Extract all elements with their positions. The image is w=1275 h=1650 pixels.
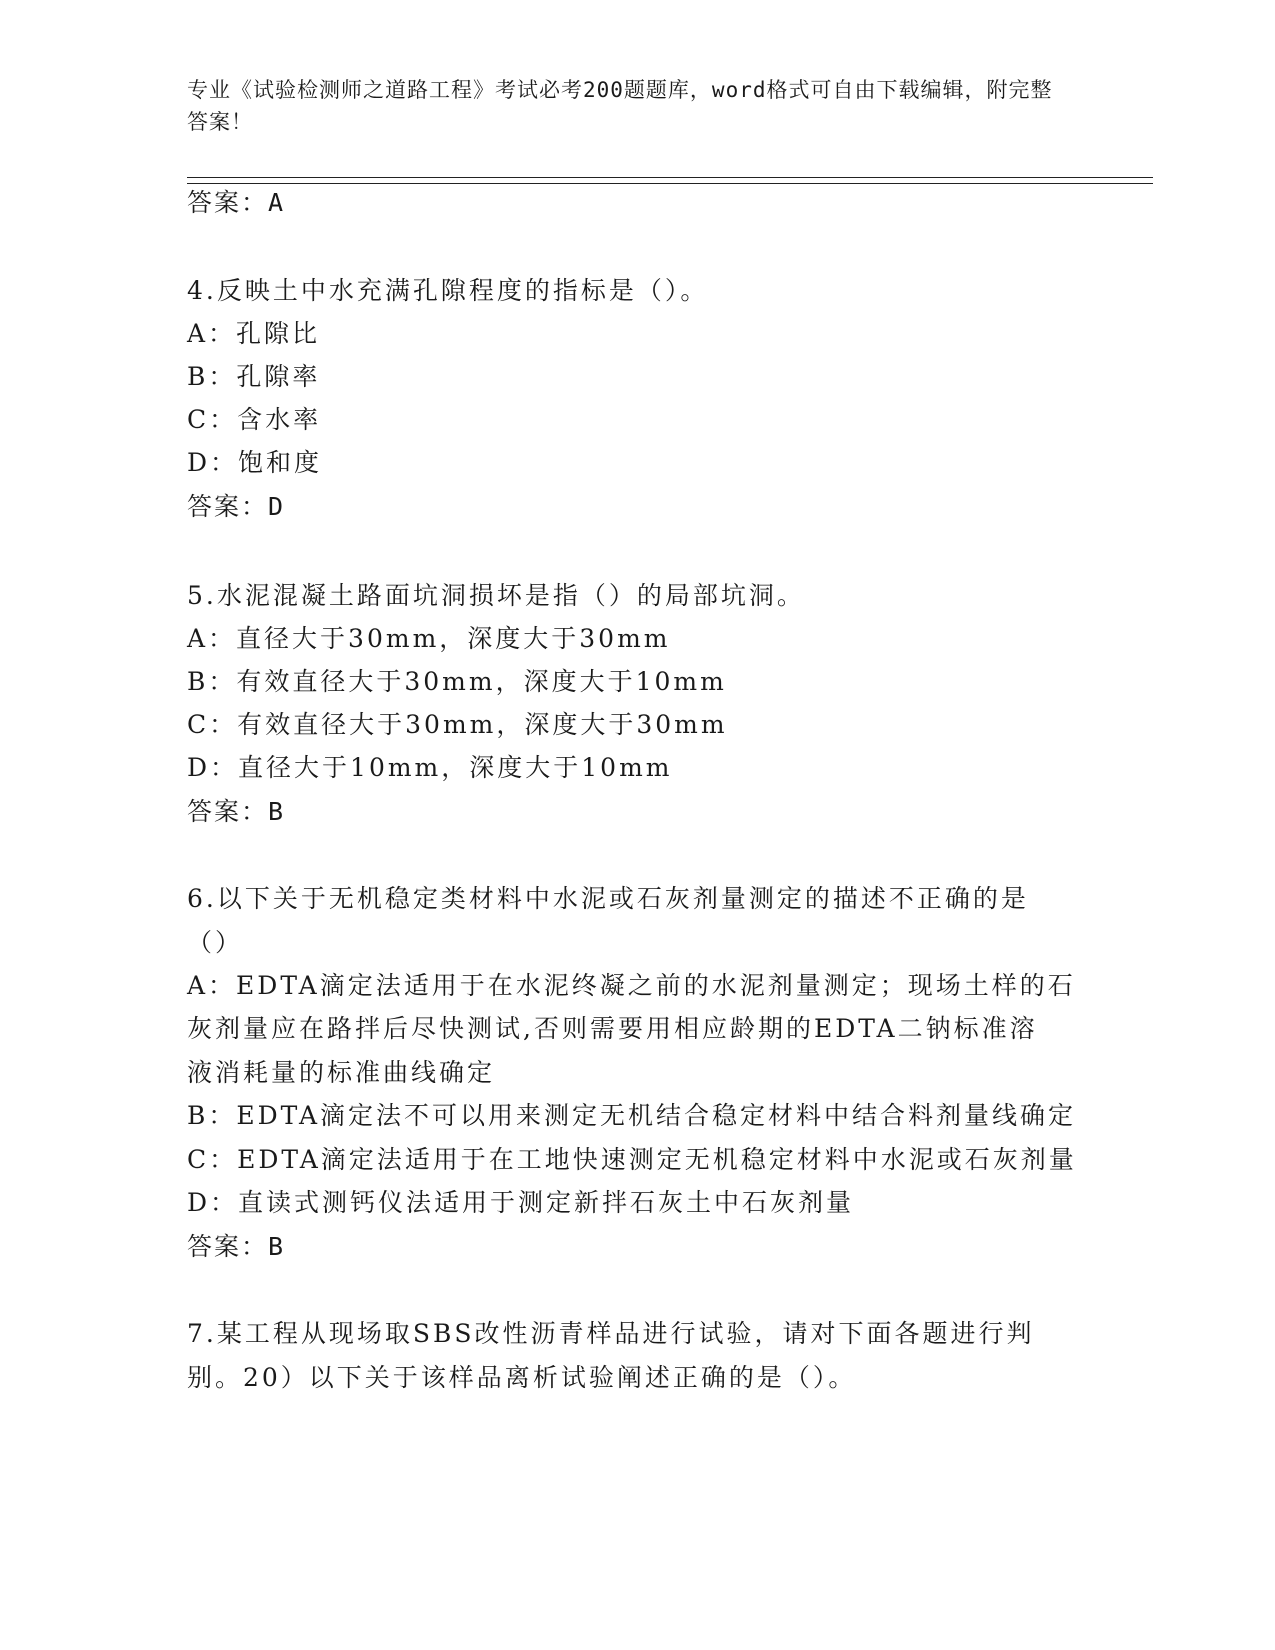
question-4-stem: 4.反映土中水充满孔隙程度的指标是（）。 xyxy=(187,276,709,305)
question-4-option-c: C：含水率 xyxy=(187,405,322,434)
answer-q3: 答案：A xyxy=(187,188,286,217)
question-5-stem: 5.水泥混凝土路面坑洞损坏是指（）的局部坑洞。 xyxy=(187,581,805,610)
question-7-stem-line-2: 别。20）以下关于该样品离析试验阐述正确的是（）。 xyxy=(187,1363,857,1392)
question-4-option-d: D：饱和度 xyxy=(187,448,323,477)
question-6-stem-line-1: 6.以下关于无机稳定类材料中水泥或石灰剂量测定的描述不正确的是 xyxy=(187,884,1029,913)
question-5-option-d: D：直径大于10mm，深度大于10mm xyxy=(187,753,673,782)
question-6-stem-line-2: （） xyxy=(187,928,244,957)
question-5-option-b: B：有效直径大于30mm，深度大于10mm xyxy=(187,667,727,696)
question-6-option-b: B：EDTA滴定法不可以用来测定无机结合稳定材料中结合料剂量线确定 xyxy=(187,1101,1077,1130)
question-4-option-b: B：孔隙率 xyxy=(187,362,321,391)
question-4-option-a: A：孔隙比 xyxy=(187,319,321,348)
question-7-stem-line-1: 7.某工程从现场取SBS改性沥青样品进行试验，请对下面各题进行判 xyxy=(187,1319,1035,1348)
answer-q5: 答案：B xyxy=(187,797,286,826)
question-6-option-a-line-1: A：EDTA滴定法适用于在水泥终凝之前的水泥剂量测定；现场土样的石 xyxy=(187,971,1076,1000)
answer-q4: 答案：D xyxy=(187,492,286,521)
question-6-option-a-line-2: 灰剂量应在路拌后尽快测试,否则需要用相应龄期的EDTA二钠标准溶 xyxy=(187,1014,1038,1043)
question-6-option-c: C：EDTA滴定法适用于在工地快速测定无机稳定材料中水泥或石灰剂量 xyxy=(187,1145,1077,1174)
question-5-option-c: C：有效直径大于30mm，深度大于30mm xyxy=(187,710,728,739)
header-divider xyxy=(187,177,1153,178)
question-6-option-a-line-3: 液消耗量的标准曲线确定 xyxy=(187,1058,496,1087)
answer-q6: 答案：B xyxy=(187,1232,286,1261)
document-header: 专业《试验检测师之道路工程》考试必考200题题库，word格式可自由下载编辑，附完整答案！ xyxy=(187,78,1053,134)
question-6-option-d: D：直读式测钙仪法适用于测定新拌石灰土中石灰剂量 xyxy=(187,1188,855,1217)
header-divider-double xyxy=(187,183,1153,184)
question-5-option-a: A：直径大于30mm，深度大于30mm xyxy=(187,624,671,653)
